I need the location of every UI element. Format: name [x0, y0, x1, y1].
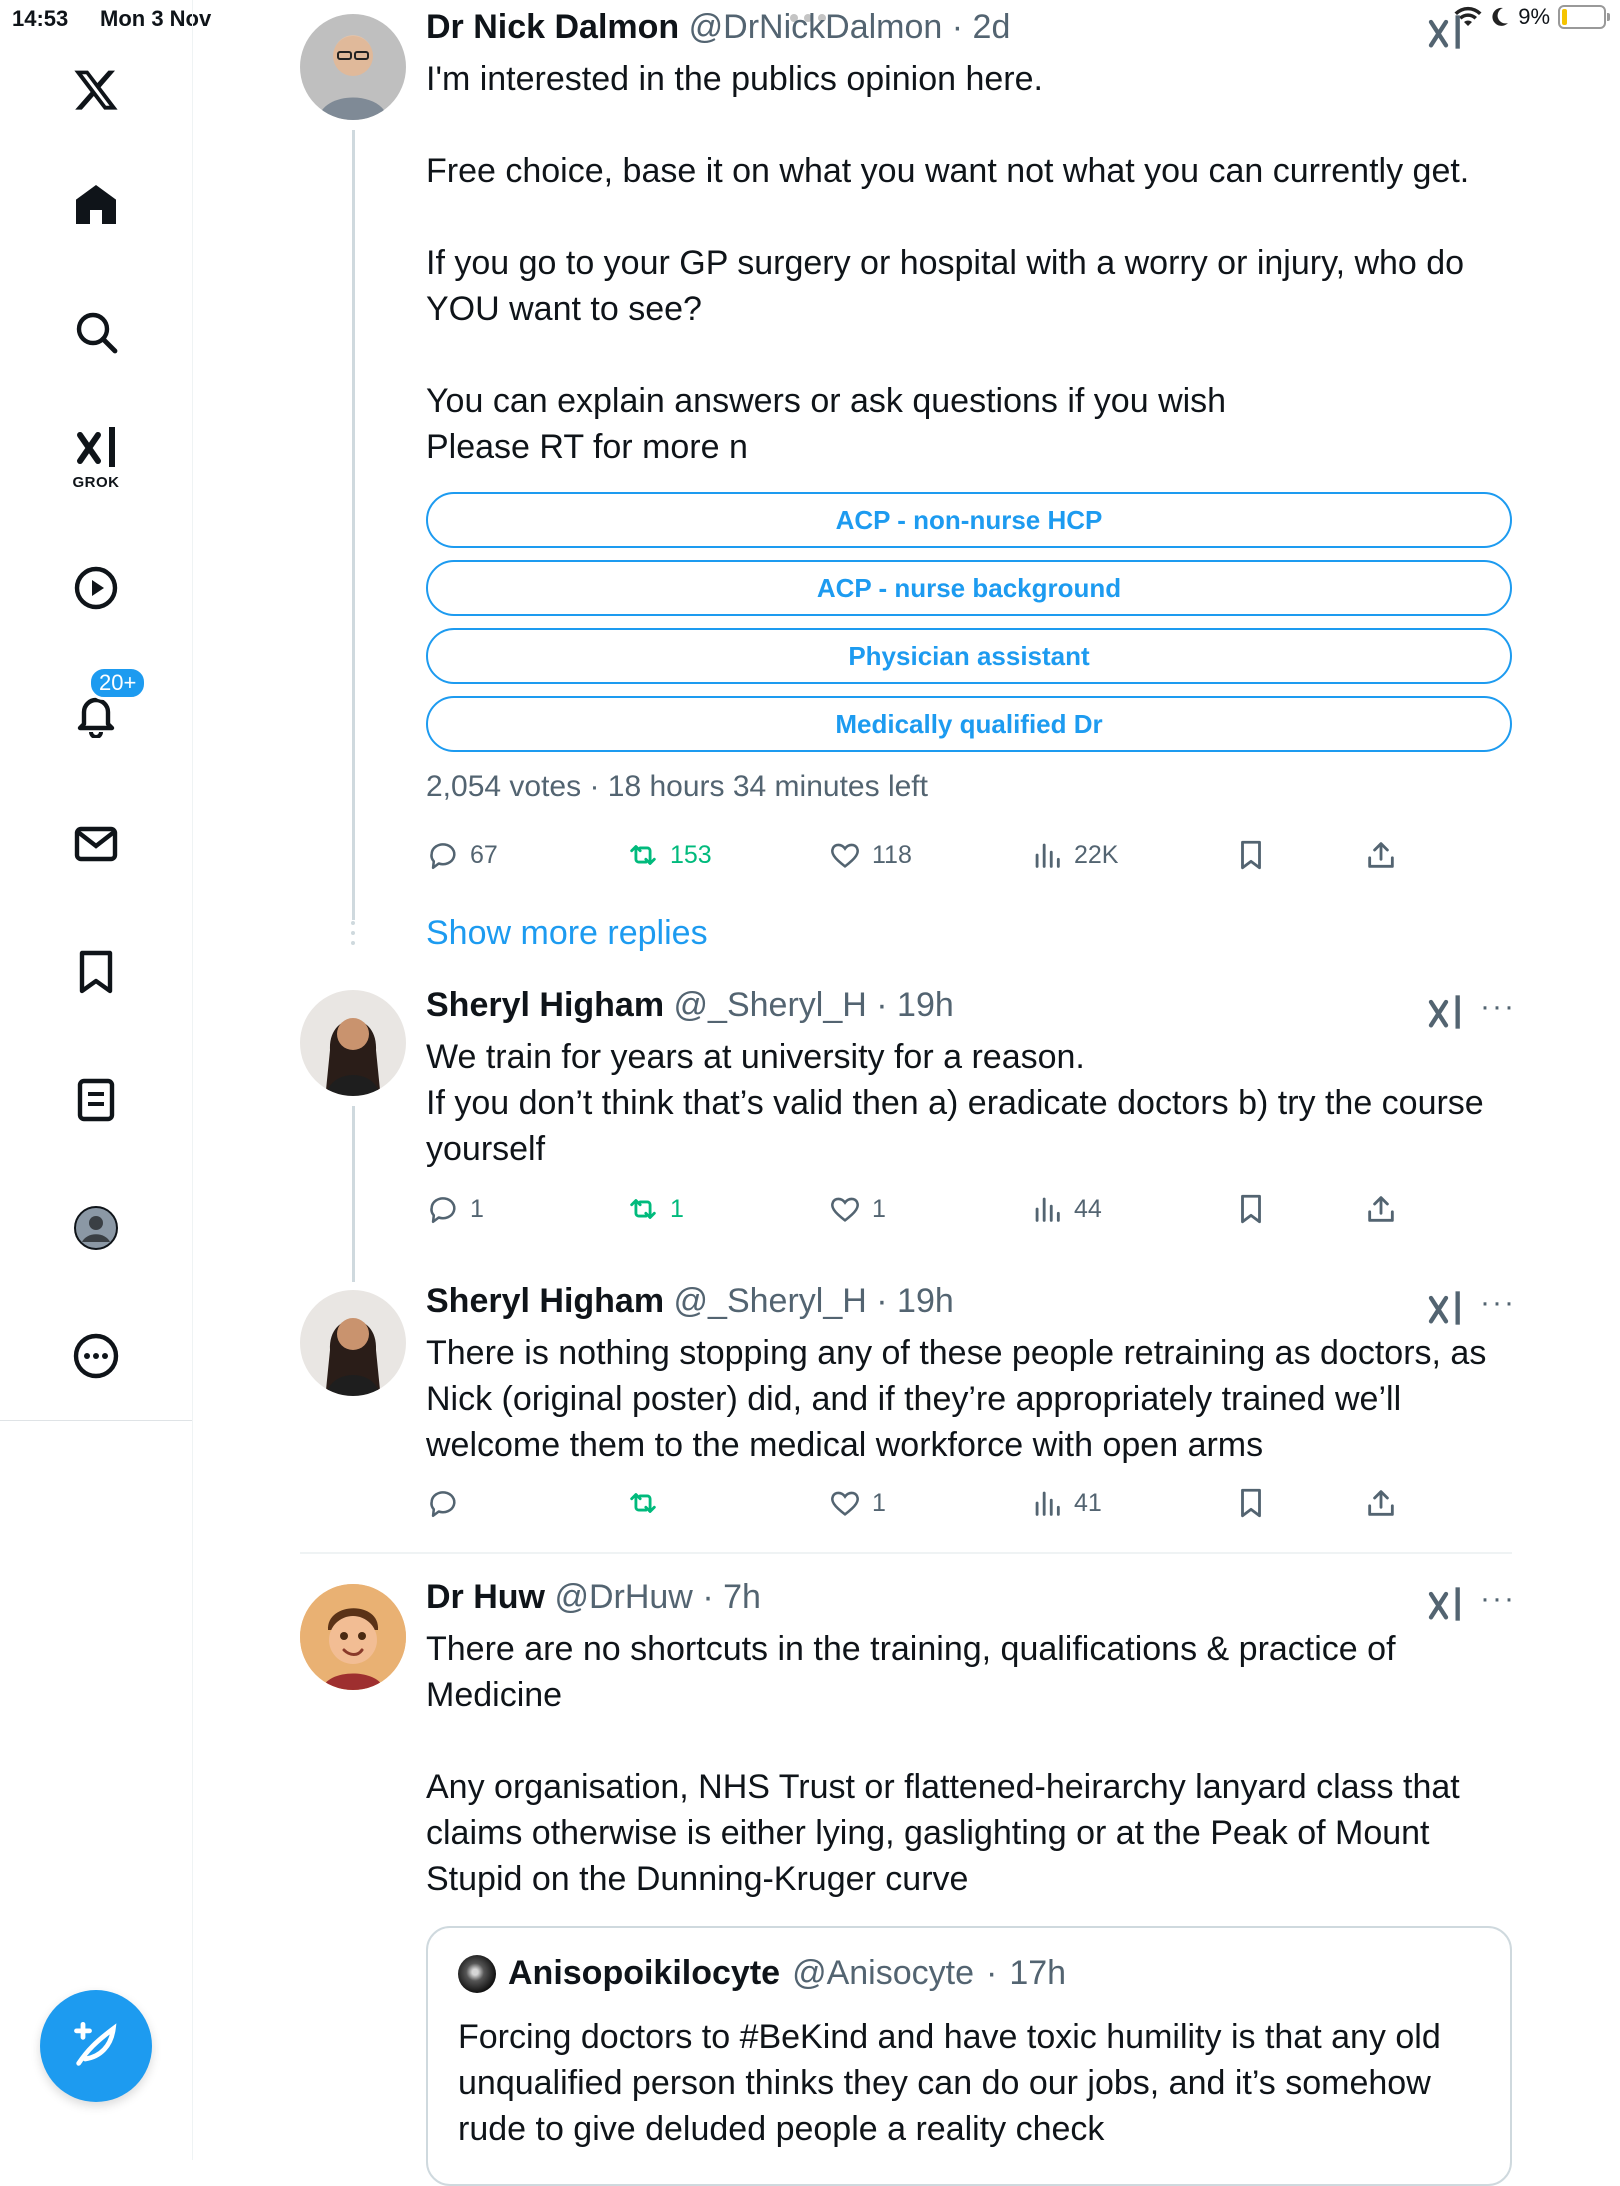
reply-icon: [426, 1486, 460, 1520]
views-chart-icon: [1030, 1486, 1064, 1520]
quote-header: Anisopoikilocyte @Anisocyte · 17h: [458, 1954, 1066, 1993]
messages-envelope-icon[interactable]: [58, 806, 134, 882]
author-name[interactable]: Dr Nick Dalmon: [426, 8, 680, 46]
retweet-button[interactable]: [626, 1486, 660, 1520]
bookmarks-icon[interactable]: [58, 934, 134, 1010]
author-handle[interactable]: @DrNickDalmon: [688, 8, 943, 46]
compose-feather-icon: [70, 2020, 122, 2072]
sidebar-divider: [0, 1420, 192, 1421]
quote-time[interactable]: 17h: [1009, 1954, 1067, 1992]
thread-line: [352, 130, 355, 920]
views-chart-icon: [1030, 838, 1064, 872]
notifications-badge: 20+: [88, 666, 147, 700]
quote-author-name[interactable]: Anisopoikilocyte: [508, 1954, 781, 1992]
reply3-header: Dr Huw @DrHuw · 7h: [426, 1578, 761, 1616]
reply-count: 67: [470, 840, 498, 869]
tweet-text: I'm interested in the publics opinion here. Free choice, base it on what you want not what you can currently get. If you go to your GP surgery or hospital with a worry or injury, who do YOU want to see? You can explain answers or ask questions if you wish Please RT for more n: [426, 60, 1470, 466]
notifications-bell-icon[interactable]: [58, 670, 137, 752]
moon-icon: [1490, 6, 1510, 28]
reply2-header: Sheryl Higham @_Sheryl_H · 19h: [426, 1282, 954, 1320]
avatar-anisopoikilocyte[interactable]: [458, 1955, 496, 1993]
share-icon: [1364, 1192, 1398, 1226]
bookmark-button[interactable]: [1234, 1192, 1268, 1226]
retweet-icon: [626, 1486, 660, 1520]
show-more-replies-link[interactable]: Show more replies: [426, 914, 708, 952]
grok-explain-icon[interactable]: [1426, 12, 1466, 52]
battery-icon: [1558, 5, 1606, 29]
views-button[interactable]: [1030, 838, 1118, 872]
more-options-icon[interactable]: [58, 1318, 134, 1394]
grok-explain-icon[interactable]: [1426, 1288, 1466, 1328]
like-count: 1: [872, 1194, 886, 1223]
heart-icon: [828, 838, 862, 872]
home-icon[interactable]: [58, 166, 134, 242]
bookmark-icon: [1234, 1486, 1268, 1520]
thread-line-2: [352, 1106, 355, 1282]
avatar-nick-dalmon[interactable]: [300, 14, 406, 120]
retweet-count: 1: [670, 1194, 684, 1223]
like-button[interactable]: [828, 1486, 886, 1520]
avatar-sheryl-higham[interactable]: [300, 990, 406, 1096]
reply-count: 1: [470, 1194, 484, 1223]
grok-explain-icon[interactable]: [1426, 992, 1466, 1032]
share-button[interactable]: [1364, 1486, 1398, 1520]
thread-gap-dots: [348, 918, 358, 948]
poll-option-4[interactable]: Medically qualified Dr: [426, 696, 1512, 752]
reply1-text: We train for years at university for a reason. If you don’t think that’s valid then a) eradicate doctors b) try the course yourself: [426, 1038, 1484, 1168]
reply-button[interactable]: [426, 1192, 484, 1226]
views-count: 22K: [1074, 840, 1119, 869]
reply1-header: Sheryl Higham @_Sheryl_H · 19h: [426, 986, 954, 1024]
reply-icon: [426, 838, 460, 872]
views-count: 41: [1074, 1488, 1102, 1517]
like-button[interactable]: [828, 1192, 886, 1226]
author-name[interactable]: Sheryl Higham: [426, 986, 665, 1024]
reply3-text: There are no shortcuts in the training, qualifications & practice of Medicine Any organisation, NHS Trust or flattened-heirarchy lanyard class that claims otherwise is either lying, gaslighting or at the Peak of Mount Stupid on the Dunning-Kruger curve: [426, 1630, 1460, 1898]
share-button[interactable]: [1364, 838, 1398, 872]
author-name[interactable]: Sheryl Higham: [426, 1282, 665, 1320]
heart-icon: [828, 1192, 862, 1226]
x-logo-icon[interactable]: [58, 52, 134, 128]
views-chart-icon: [1030, 1192, 1064, 1226]
share-icon: [1364, 1486, 1398, 1520]
tweet-time[interactable]: 19h: [897, 986, 954, 1024]
bookmark-icon: [1234, 1192, 1268, 1226]
bookmark-button[interactable]: [1234, 1486, 1268, 1520]
more-options-icon[interactable]: ···: [1480, 1286, 1516, 1319]
quote-author-handle[interactable]: @Anisocyte: [792, 1954, 974, 1992]
tweet-time[interactable]: 7h: [723, 1578, 761, 1616]
avatar-sheryl-higham[interactable]: [300, 1290, 406, 1396]
profile-avatar-icon[interactable]: [58, 1190, 134, 1266]
grok-explain-icon[interactable]: [1426, 1584, 1466, 1624]
share-button[interactable]: [1364, 1192, 1398, 1226]
reply-icon: [426, 1192, 460, 1226]
battery-percent: 9%: [1518, 4, 1550, 29]
poll-option-3[interactable]: Physician assistant: [426, 628, 1512, 684]
avatar-dr-huw[interactable]: [300, 1584, 406, 1690]
video-play-icon[interactable]: [58, 550, 134, 626]
views-button[interactable]: [1030, 1486, 1102, 1520]
like-button[interactable]: [828, 838, 912, 872]
retweet-count: 153: [670, 840, 712, 869]
share-icon: [1364, 838, 1398, 872]
compose-post-button[interactable]: [40, 1990, 152, 2102]
author-handle[interactable]: @_Sheryl_H: [673, 1282, 867, 1320]
views-button[interactable]: [1030, 1192, 1102, 1226]
author-handle[interactable]: @DrHuw: [554, 1578, 693, 1616]
tweet-time[interactable]: 2d: [972, 8, 1011, 46]
retweet-icon: [626, 838, 660, 872]
tweet-separator: [300, 1552, 1512, 1554]
more-options-icon[interactable]: ···: [1480, 990, 1516, 1023]
author-handle[interactable]: @_Sheryl_H: [673, 986, 867, 1024]
tweet-time[interactable]: 19h: [897, 1282, 954, 1320]
poll-meta: 2,054 votes · 18 hours 34 minutes left: [426, 770, 928, 803]
grok-icon[interactable]: [58, 416, 134, 492]
reply2-text: There is nothing stopping any of these people retraining as doctors, as Nick (original poster) did, and if they’re appropriately trained we’ll welcome them to the medical workforce with open arms: [426, 1334, 1496, 1464]
reply-button[interactable]: [426, 838, 498, 872]
poll-option-2[interactable]: ACP - nurse background: [426, 560, 1512, 616]
quote-text: Forcing doctors to #BeKind and have toxic humility is that any old unqualified person thinks they can do our jobs, and it’s somehow rude to give deluded people a reality check: [458, 2018, 1441, 2148]
views-count: 44: [1074, 1194, 1102, 1223]
quoted-tweet-card[interactable]: [426, 1926, 1512, 2186]
grok-label: GROK: [72, 474, 120, 491]
status-indicators: [1454, 4, 1606, 30]
tweet-header: Dr Nick Dalmon @DrNickDalmon · 2d: [426, 8, 1011, 46]
bookmark-button[interactable]: [1234, 838, 1268, 872]
retweet-icon: [626, 1192, 660, 1226]
status-date: Mon 3 Nov: [100, 6, 212, 31]
poll-option-1[interactable]: ACP - non-nurse HCP: [426, 492, 1512, 548]
like-count: 118: [872, 840, 912, 869]
bookmark-icon: [1234, 838, 1268, 872]
like-count: 1: [872, 1488, 886, 1517]
retweet-button[interactable]: [626, 838, 712, 872]
heart-icon: [828, 1486, 862, 1520]
more-options-icon[interactable]: ···: [1480, 1582, 1516, 1615]
status-time: 14:53: [12, 6, 69, 31]
lists-icon[interactable]: [58, 1062, 134, 1138]
reply-button[interactable]: [426, 1486, 460, 1520]
search-icon[interactable]: [58, 294, 134, 370]
retweet-button[interactable]: [626, 1192, 684, 1226]
author-name[interactable]: Dr Huw: [426, 1578, 545, 1616]
